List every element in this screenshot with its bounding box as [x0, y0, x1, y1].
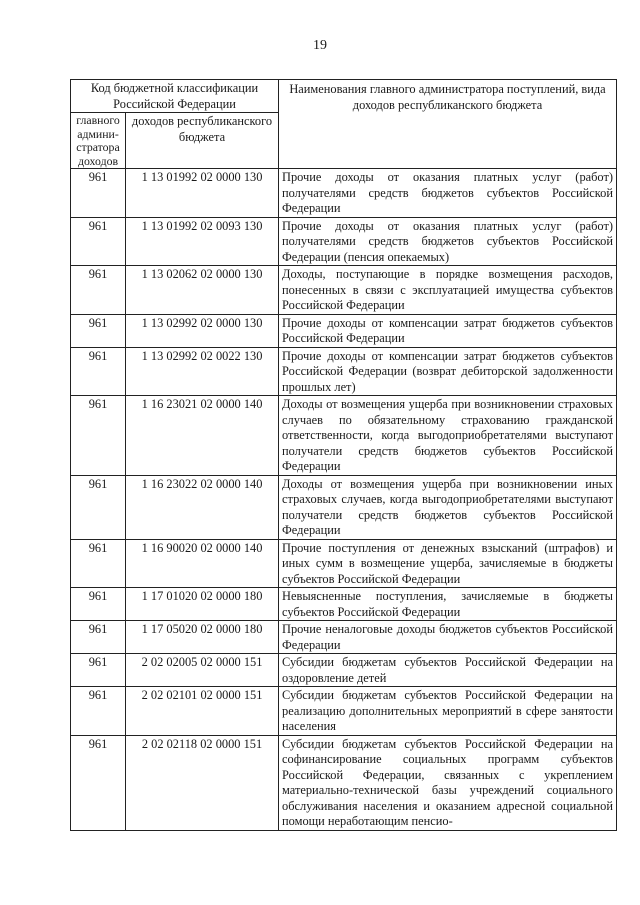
table-row	[71, 588, 617, 621]
admin-code-cell: 961	[71, 687, 126, 736]
income-code-cell: 1 17 05020 02 0000 180	[126, 621, 279, 654]
income-name-cell: Прочие доходы от компенсации затрат бюджетов субъектов Российской Федерации (возврат дебиторской задолженности прошлых лет)	[279, 347, 617, 396]
admin-code-cell: 961	[71, 314, 126, 347]
table-row	[71, 654, 617, 687]
income-name-cell: Прочие доходы от оказания платных услуг (работ) получателями средств бюджетов субъектов Российской Федерации	[279, 169, 617, 218]
income-name-cell: Субсидии бюджетам субъектов Российской Федерации на софинансирование социальных программ субъектов Российской Федерации, связанных с укреплением материально-технической базы учреждений социального обслуживания населения и оказанием адресной социальной помощи неработающим пенсио-	[279, 735, 617, 830]
admin-code-cell: 961	[71, 539, 126, 588]
income-name-cell: Прочие неналоговые доходы бюджетов субъектов Российской Федерации	[279, 621, 617, 654]
income-code-cell: 1 16 23022 02 0000 140	[126, 475, 279, 539]
income-name-cell: Субсидии бюджетам субъектов Российской Федерации на реализацию дополнительных мероприятий в сфере занятости населения	[279, 687, 617, 736]
income-code-cell: 2 02 02101 02 0000 151	[126, 687, 279, 736]
table-row	[71, 396, 617, 476]
budget-classification-table	[70, 79, 617, 831]
income-code-cell: 2 02 02005 02 0000 151	[126, 654, 279, 687]
table-row	[71, 539, 617, 588]
income-name-cell: Прочие доходы от оказания платных услуг (работ) получателями средств бюджетов субъектов Российской Федерации (пенсия опекаемых)	[279, 217, 617, 266]
header-admin-column: главного админи-стратора доходов	[71, 113, 126, 169]
admin-code-cell: 961	[71, 396, 126, 476]
income-name-cell: Доходы, поступающие в порядке возмещения расходов, понесенных в связи с эксплуатацией имущества субъектов Российской Федерации	[279, 266, 617, 315]
income-name-cell: Прочие доходы от компенсации затрат бюджетов субъектов Российской Федерации	[279, 314, 617, 347]
admin-code-cell: 961	[71, 475, 126, 539]
income-code-cell: 1 16 23021 02 0000 140	[126, 396, 279, 476]
income-name-cell: Прочие поступления от денежных взысканий (штрафов) и иных сумм в возмещение ущерба, зачисляемые в бюджеты субъектов Российской Федерации	[279, 539, 617, 588]
income-name-cell: Субсидии бюджетам субъектов Российской Федерации на оздоровление детей	[279, 654, 617, 687]
income-name-cell: Невыясненные поступления, зачисляемые в бюджеты субъектов Российской Федерации	[279, 588, 617, 621]
income-code-cell: 2 02 02118 02 0000 151	[126, 735, 279, 830]
admin-code-cell: 961	[71, 217, 126, 266]
table-row	[71, 735, 617, 830]
table-row	[71, 621, 617, 654]
table-row	[71, 266, 617, 315]
header-group-title: Код бюджетной классификации Российской Федерации	[71, 80, 279, 113]
table-row	[71, 217, 617, 266]
income-code-cell: 1 17 01020 02 0000 180	[126, 588, 279, 621]
header-name-column: Наименования главного администратора поступлений, вида доходов республиканского бюджета	[279, 80, 617, 169]
income-code-cell: 1 13 02992 02 0022 130	[126, 347, 279, 396]
page-number: 19	[313, 38, 327, 53]
admin-code-cell: 961	[71, 621, 126, 654]
admin-code-cell: 961	[71, 169, 126, 218]
admin-code-cell: 961	[71, 588, 126, 621]
income-code-cell: 1 13 02992 02 0000 130	[126, 314, 279, 347]
table-row	[71, 314, 617, 347]
table-row	[71, 169, 617, 218]
income-name-cell: Доходы от возмещения ущерба при возникновении страховых случаев по обязательному страхованию гражданской ответственности, когда выгодоприобретателями выступают получатели средств бюджетов субъектов Российской Федерации	[279, 396, 617, 476]
income-name-cell: Доходы от возмещения ущерба при возникновении иных страховых случаев, когда выгодоприобретателями выступают получатели средств бюджетов субъектов Российской Федерации	[279, 475, 617, 539]
table-row	[71, 347, 617, 396]
table-row	[71, 475, 617, 539]
admin-code-cell: 961	[71, 654, 126, 687]
admin-code-cell: 961	[71, 735, 126, 830]
admin-code-cell: 961	[71, 266, 126, 315]
income-code-cell: 1 13 01992 02 0093 130	[126, 217, 279, 266]
table-body	[71, 169, 617, 831]
income-code-cell: 1 16 90020 02 0000 140	[126, 539, 279, 588]
header-income-column: доходов республиканского бюджета	[126, 113, 279, 169]
income-code-cell: 1 13 02062 02 0000 130	[126, 266, 279, 315]
table-row	[71, 687, 617, 736]
table-header	[71, 80, 617, 169]
income-code-cell: 1 13 01992 02 0000 130	[126, 169, 279, 218]
admin-code-cell: 961	[71, 347, 126, 396]
